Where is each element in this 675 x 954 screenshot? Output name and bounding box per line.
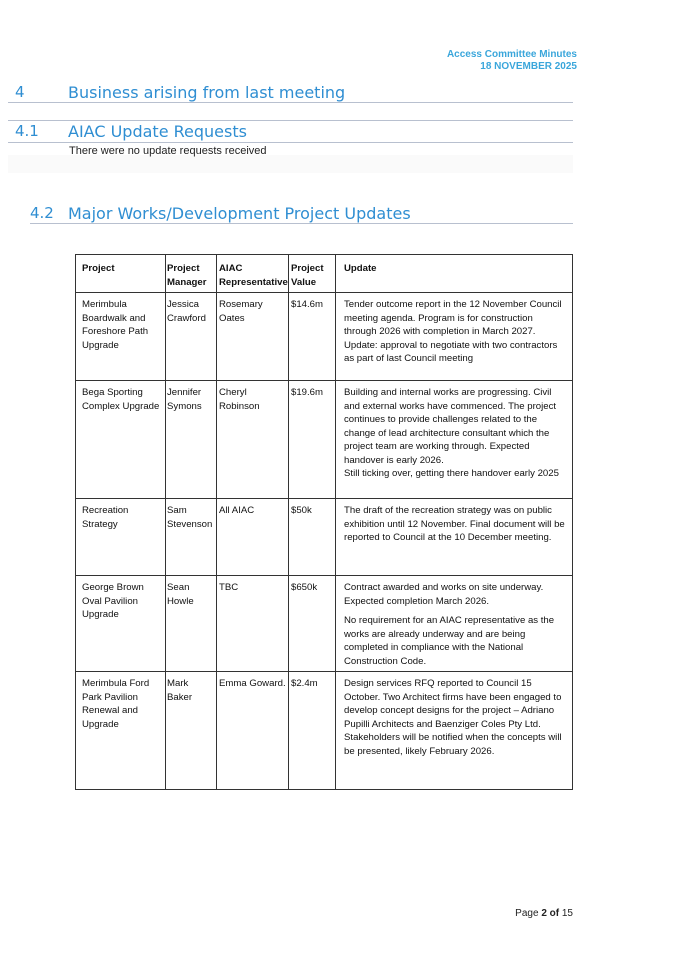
section-divider [30, 223, 573, 224]
table-row [76, 499, 573, 576]
update-paragraph: The draft of the recreation strategy was on public exhibition until 12 November. Final document will be reported to Council at the 10 December meeting. [344, 505, 565, 543]
current-page: 2 [541, 908, 547, 919]
section-divider [8, 102, 573, 103]
project-name: Bega Sporting Complex Upgrade [76, 381, 166, 499]
aiac-representative: TBC [217, 576, 289, 672]
update-paragraph: Design services RFQ reported to Council 15 October. Two Architect firms have been engaged to develop concept designs for the project – Adriano Pupilli Architects and Baenziger Coles Pty Ltd. Stakeholders will be notified when the concepts will be presented, likely February 2026. [344, 678, 562, 757]
project-updates-table [75, 254, 573, 790]
project-update [336, 293, 573, 381]
column-header-update: Update [336, 255, 573, 293]
meeting-date: 18 NOVEMBER 2025 [480, 61, 577, 72]
document-title: Access Committee Minutes [446, 49, 577, 60]
aiac-representative: Emma Goward. [217, 672, 289, 790]
project-update [336, 576, 573, 672]
column-header-representative: AIAC Representative [217, 255, 289, 293]
project-update [336, 672, 573, 790]
project-update [336, 499, 573, 576]
project-manager: Jessica Crawford [166, 293, 217, 381]
column-header-project: Project [76, 255, 166, 293]
update-paragraph: No requirement for an AIAC representative as the works are already underway and are being completed in compliance with the National Construction Code. [344, 615, 555, 667]
section-number: 4.2 [30, 204, 54, 222]
section-divider [8, 120, 573, 121]
project-name: Recreation Strategy [76, 499, 166, 576]
project-name: George Brown Oval Pavilion Upgrade [76, 576, 166, 672]
page-header [447, 49, 577, 73]
project-value: $2.4m [289, 672, 336, 790]
section-title: Business arising from last meeting [68, 83, 346, 102]
project-manager: Mark Baker [166, 672, 217, 790]
project-manager: Jennifer Symons [166, 381, 217, 499]
project-value: $650k [289, 576, 336, 672]
table-header-row [76, 255, 573, 293]
aiac-representative: Cheryl Robinson [217, 381, 289, 499]
project-value: $14.6m [289, 293, 336, 381]
aiac-representative: Rosemary Oates [217, 293, 289, 381]
update-requests-text: There were no update requests received [69, 145, 267, 157]
update-paragraph: Update: approval to negotiate with two contractors as part of last Council meeting [344, 339, 558, 364]
shaded-band [8, 155, 573, 173]
section-title: Major Works/Development Project Updates [68, 204, 411, 223]
total-pages: 15 [561, 908, 573, 919]
project-update [336, 381, 573, 499]
section-divider [8, 142, 573, 143]
project-value: $50k [289, 499, 336, 576]
update-paragraph: Contract awarded and works on site underway. Expected completion March 2026. [344, 582, 544, 607]
page-of: of [546, 908, 562, 919]
aiac-representative: All AIAC [217, 499, 289, 576]
update-paragraph: Still ticking over, getting there handover early 2025 [344, 468, 559, 479]
page-prefix: Page [515, 908, 542, 919]
section-number: 4 [15, 83, 25, 101]
project-name: Merimbula Boardwalk and Foreshore Path Upgrade [76, 293, 166, 381]
column-header-value: Project Value [289, 255, 336, 293]
update-paragraph: Building and internal works are progressing. Civil and external works have commenced. The project continues to provide challenges related to the change of lead architecture consultant which the project team are working through. Expected handover is early 2026. [344, 387, 557, 466]
section-title: AIAC Update Requests [68, 122, 247, 141]
project-value: $19.6m [289, 381, 336, 499]
table-row [76, 576, 573, 672]
column-header-manager: Project Manager [166, 255, 217, 293]
section-number: 4.1 [15, 122, 39, 140]
table-row [76, 672, 573, 790]
project-name: Merimbula Ford Park Pavilion Renewal and Upgrade [76, 672, 166, 790]
project-manager: Sean Howle [166, 576, 217, 672]
update-paragraph: Tender outcome report in the 12 November Council meeting agenda. Program is for construction through 2026 with completion in March 2027. [344, 299, 562, 337]
table-row [76, 381, 573, 499]
project-manager: Sam Stevenson [166, 499, 217, 576]
table-row [76, 293, 573, 381]
page-number [515, 908, 573, 919]
